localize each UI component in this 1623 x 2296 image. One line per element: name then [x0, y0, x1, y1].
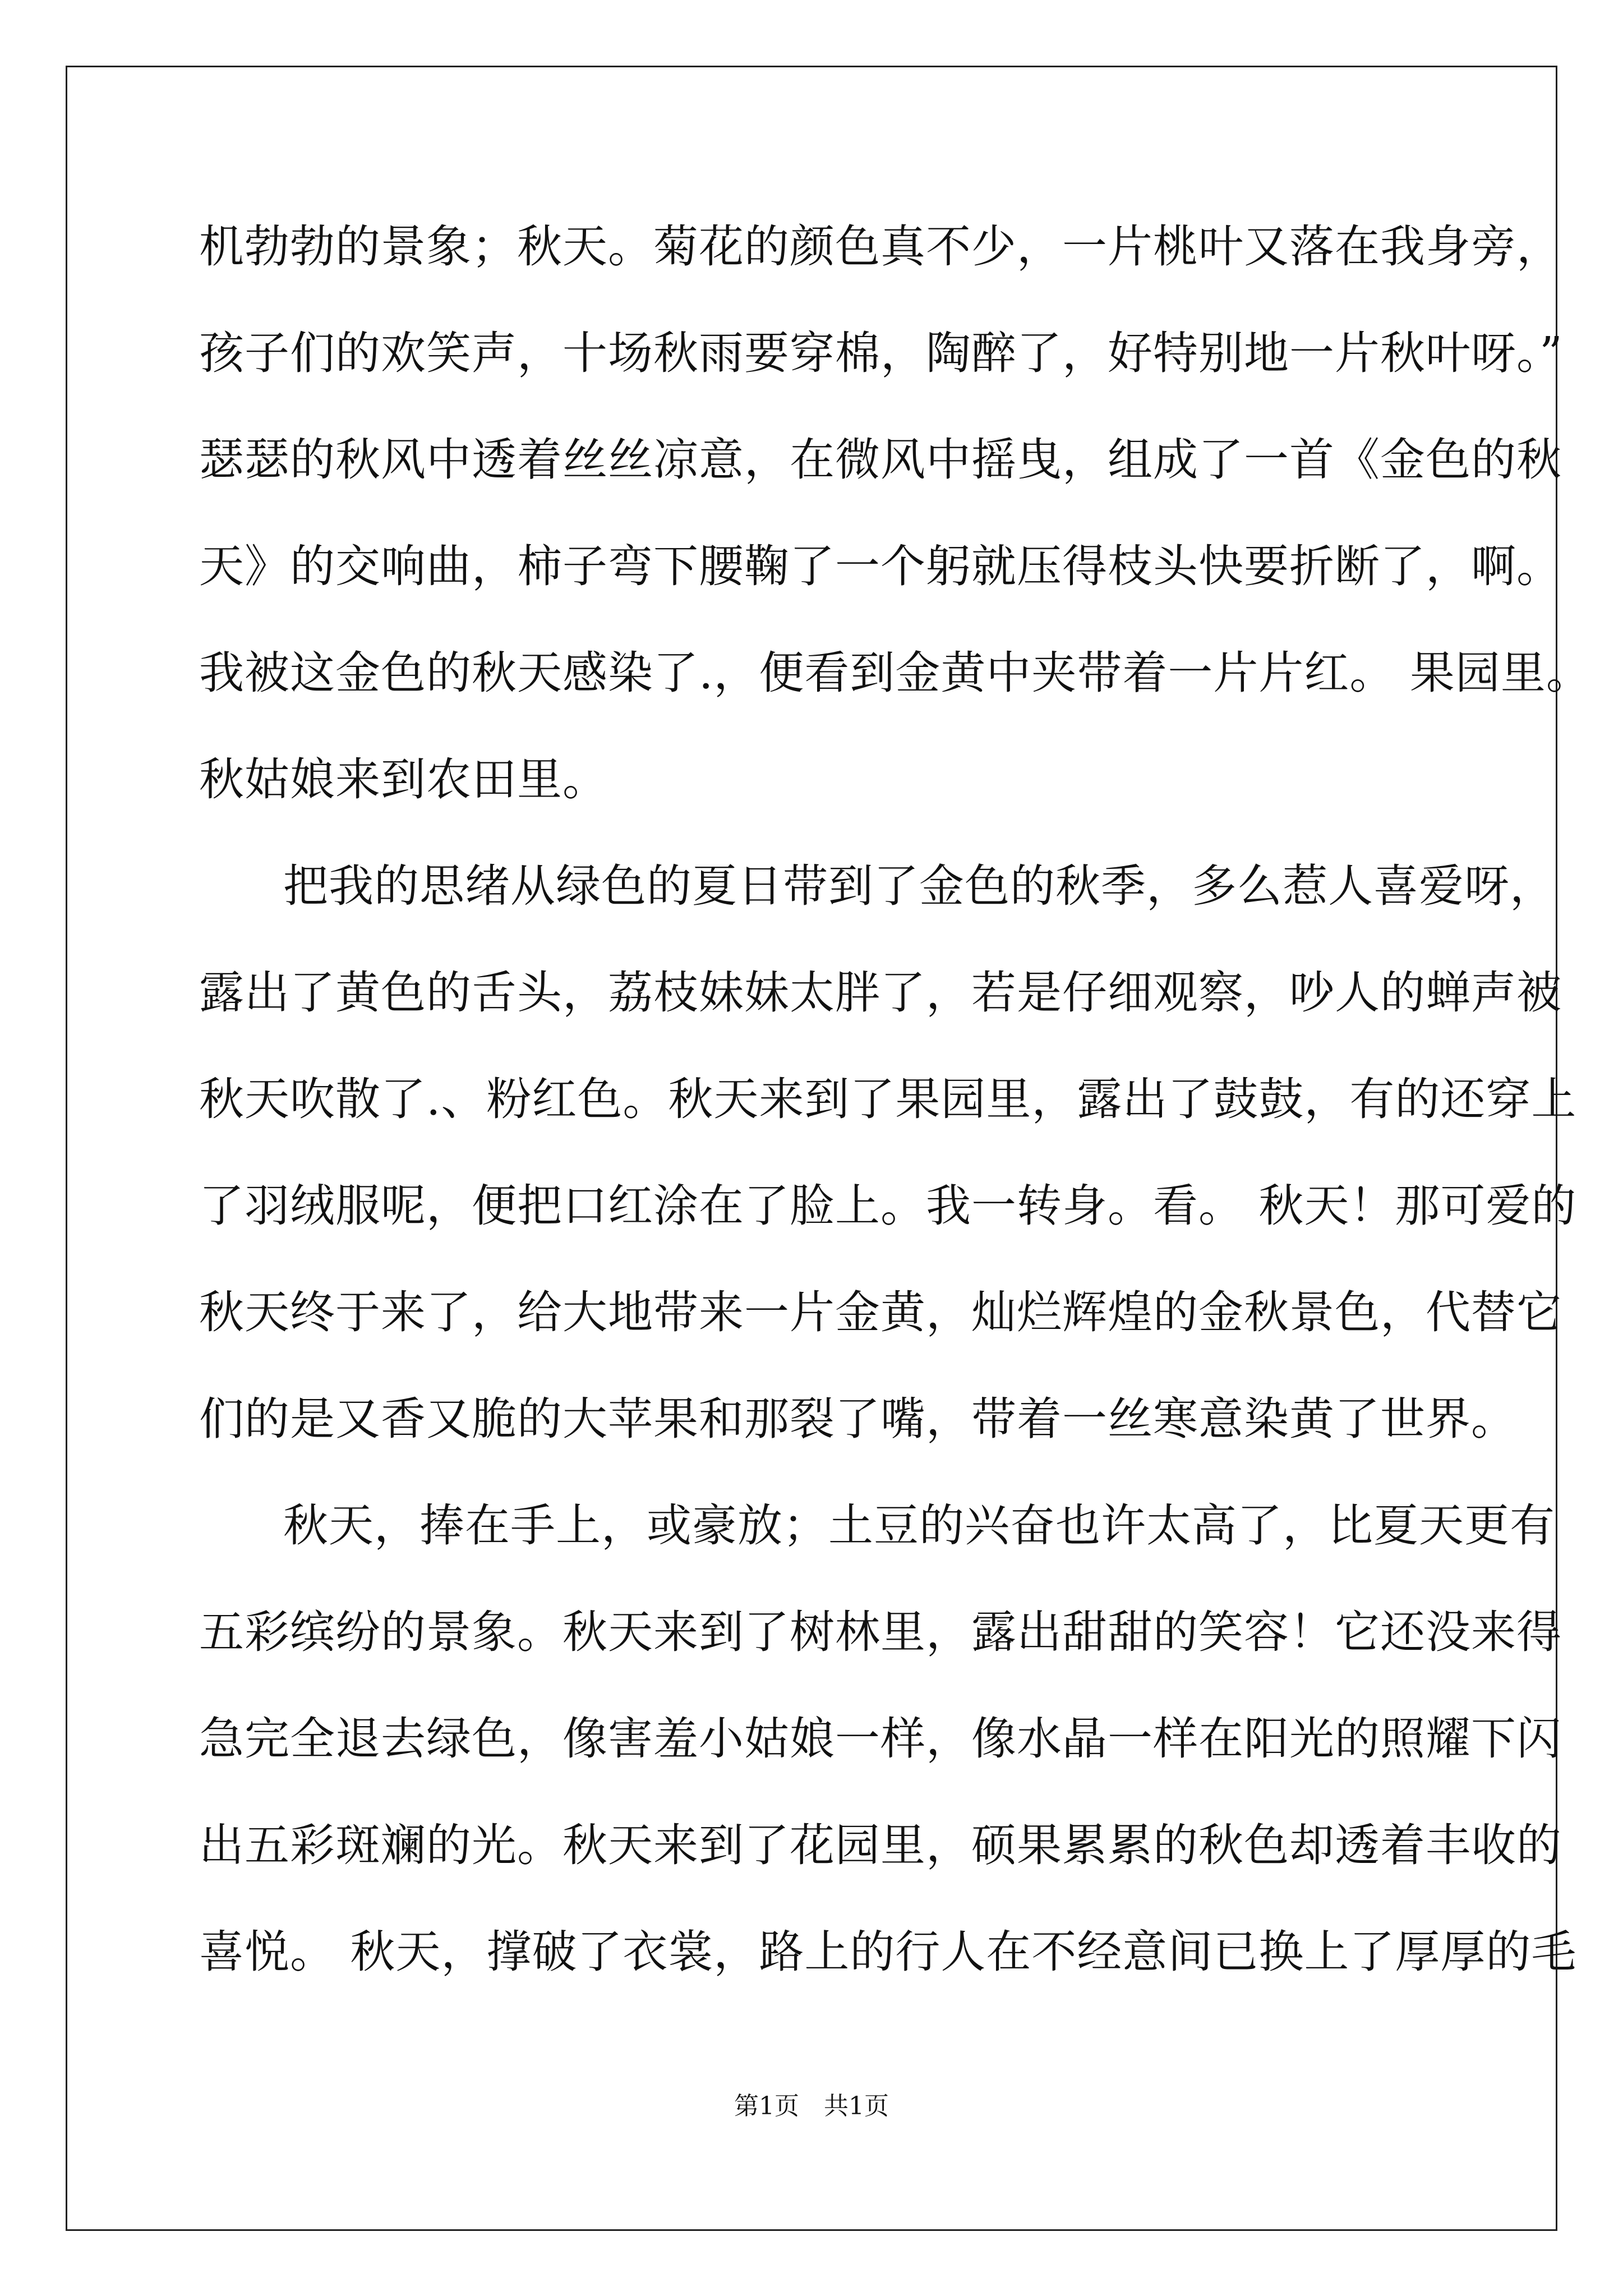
text-line: 机勃勃的景象；秋天。菊花的颜色真不少，一片桃叶又落在我身旁， [199, 220, 1562, 273]
text-line: 出五彩斑斓的光。秋天来到了花园里，硕果累累的秋色却透着丰收的 [199, 1819, 1562, 1871]
text-line: 瑟瑟的秋风中透着丝丝凉意，在微风中摇曳，组成了一首《金色的秋 [199, 434, 1562, 486]
text-line: 我被这金色的秋天感染了.，便看到金黄中夹带着一片片红。 果园里。 [199, 647, 1592, 699]
paragraph-first-line: 秋天，捧在手上，或豪放；土豆的兴奋也许太高了，比夏天更有 [283, 1499, 1555, 1552]
document-body [199, 194, 1592, 2005]
text-line: 天》的交响曲，柿子弯下腰鞠了一个躬就压得枝头快要折断了，啊。 [199, 540, 1562, 592]
text-line: 五彩缤纷的景象。秋天来到了树林里，露出甜甜的笑容！它还没来得 [199, 1606, 1562, 1658]
paragraph-first-line: 把我的思绪从绿色的夏日带到了金色的秋季，多么惹人喜爱呀， [283, 860, 1555, 912]
text-line: 了羽绒服呢，便把口红涂在了脸上。我一转身。看。 秋天！那可爱的 [199, 1180, 1577, 1232]
page-footer: 第1页 共1页 [734, 2092, 889, 2120]
text-line: 们的是又香又脆的大苹果和那裂了嘴，带着一丝寒意染黄了世界。 [199, 1393, 1516, 1445]
text-line: 喜悦。 秋天，撑破了衣裳，路上的行人在不经意间已换上了厚厚的毛 [199, 1926, 1577, 1978]
text-line: 露出了黄色的舌头，荔枝妹妹太胖了，若是仔细观察，吵人的蝉声被 [199, 967, 1562, 1019]
text-line: 秋天吹散了.、粉红色。秋天来到了果园里，露出了鼓鼓，有的还穿上 [199, 1073, 1577, 1125]
text-line: 秋天终于来了，给大地带来一片金黄，灿烂辉煌的金秋景色，代替它 [199, 1286, 1562, 1338]
text-line: 急完全退去绿色，像害羞小姑娘一样，像水晶一样在阳光的照耀下闪 [199, 1713, 1562, 1765]
text-line: 孩子们的欢笑声，十场秋雨要穿棉，陶醉了，好特别地一片秋叶呀。” [199, 327, 1563, 379]
text-line: 秋姑娘来到农田里。 [199, 753, 608, 806]
